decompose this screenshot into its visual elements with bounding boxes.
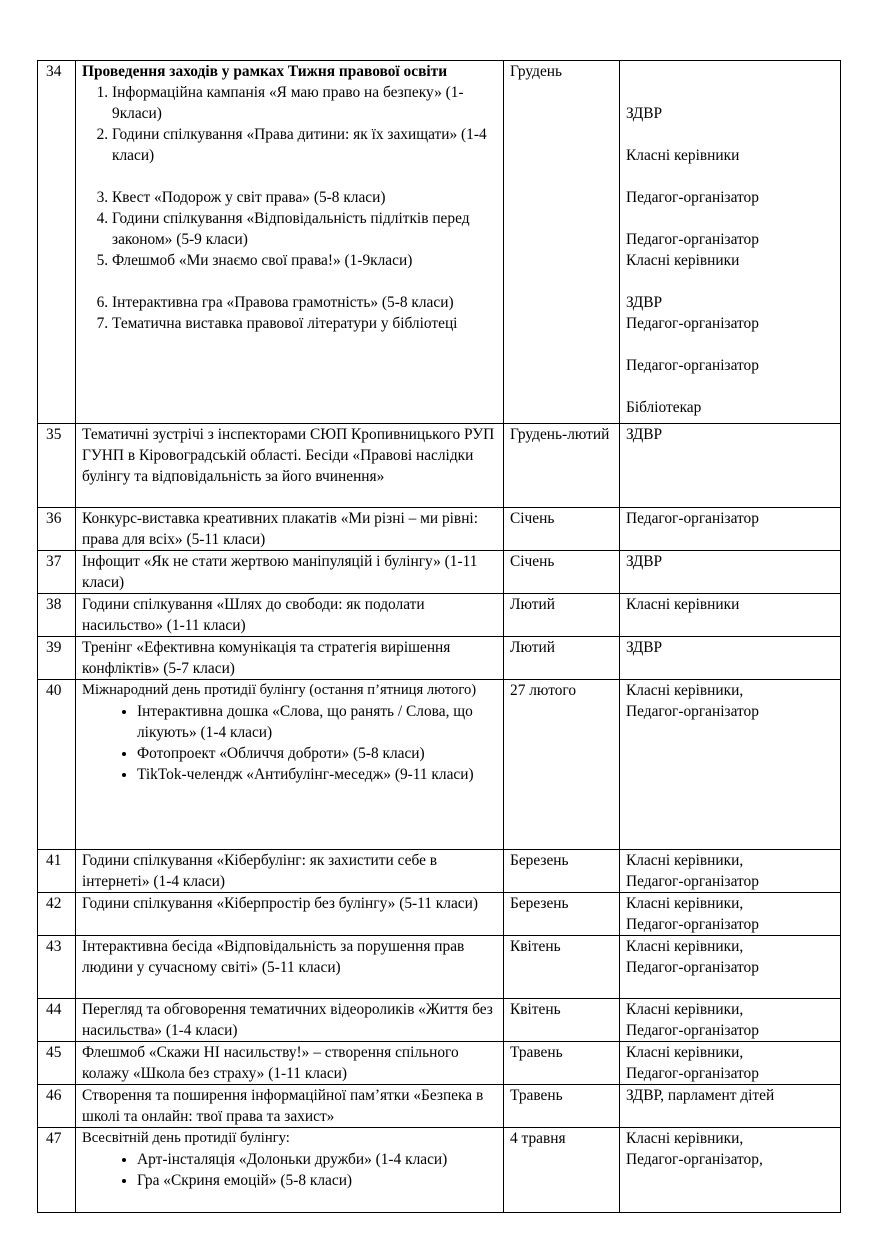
activity-cell: Години спілкування «Кібербулінг: як захистити себе в інтернеті» (1-4 класи): [76, 850, 504, 893]
activity-cell: [76, 1128, 504, 1213]
activity-cell: Години спілкування «Шлях до свободи: як подолати насильство» (1-11 класи): [76, 594, 504, 637]
row-number: 35: [38, 424, 76, 508]
plan-table: [37, 60, 841, 1213]
date-cell: Квітень: [504, 936, 620, 999]
responsible-line: Педагог-організатор: [626, 1022, 759, 1039]
responsible-line: Педагог-організатор: [626, 959, 759, 976]
responsible-cell: [620, 61, 841, 424]
responsible-line: Класні керівники,: [626, 1130, 744, 1147]
responsible-line: Педагог-організатор: [626, 703, 759, 720]
responsible-cell: [620, 1128, 841, 1213]
responsible-cell: ЗДВР: [620, 637, 841, 680]
table-row: [38, 594, 841, 637]
responsible-cell: [620, 850, 841, 893]
responsible-cell: [620, 999, 841, 1042]
responsible-cell: Класні керівники: [620, 594, 841, 637]
activity-cell: Тренінг «Ефективна комунікація та стратегія вирішення конфліктів» (5-7 класи): [76, 637, 504, 680]
responsible-line: Педагог-організатор: [626, 1065, 759, 1082]
activity-cell: Створення та поширення інформаційної пам’ятки «Безпека в школі та онлайн: твої права та захист»: [76, 1085, 504, 1128]
list-item: 3. Квест «Подорож у світ права» (5-8 класи): [112, 187, 499, 208]
table-row: [38, 680, 841, 850]
responsible-cell: [620, 680, 841, 850]
responsible-line: Педагог-організатор: [626, 189, 759, 206]
activity-intro: Всесвітній день протидії булінгу:: [82, 1130, 290, 1146]
responsible-line: Класні керівники: [626, 147, 740, 164]
table-row: [38, 936, 841, 999]
list-item: • TikTok-челендж «Антибулінг-меседж» (9-11 класи): [137, 764, 499, 785]
row-number: 41: [38, 850, 76, 893]
date-cell: Грудень: [504, 61, 620, 424]
responsible-cell: [620, 936, 841, 999]
row-number: 43: [38, 936, 76, 999]
row-number: 44: [38, 999, 76, 1042]
responsible-line: Класні керівники,: [626, 682, 744, 699]
date-cell: 4 травня: [504, 1128, 620, 1213]
list-item: 4. Години спілкування «Відповідальність підлітків перед законом» (5-9 класи): [112, 208, 499, 250]
date-cell: Лютий: [504, 637, 620, 680]
responsible-cell: [620, 893, 841, 936]
date-cell: Травень: [504, 1085, 620, 1128]
date-cell: Січень: [504, 551, 620, 594]
activity-intro: Міжнародний день протидії булінгу (остання п’ятниця лютого): [82, 682, 477, 698]
responsible-line: Педагог-організатор: [626, 916, 759, 933]
row-number: 37: [38, 551, 76, 594]
list-item: • Інтерактивна дошка «Слова, що ранять / Слова, що лікують» (1-4 класи): [137, 701, 499, 743]
date-cell: Березень: [504, 893, 620, 936]
responsible-line: Педагог-організатор,: [626, 1151, 763, 1168]
responsible-line: Педагог-організатор: [626, 873, 759, 890]
responsible-line: Бібліотекар: [626, 399, 702, 416]
activity-cell: [76, 680, 504, 850]
table-row: [38, 551, 841, 594]
activity-list: [82, 82, 499, 334]
table-row: [38, 637, 841, 680]
responsible-line: Педагог-організатор: [626, 231, 759, 248]
date-cell: Квітень: [504, 999, 620, 1042]
responsible-line: Класні керівники,: [626, 938, 744, 955]
list-item: 1. Інформаційна кампанія «Я маю право на безпеку» (1-9класи): [112, 82, 499, 124]
table-row: [38, 424, 841, 508]
responsible-line: Класні керівники: [626, 252, 740, 269]
responsible-cell: Педагог-організатор: [620, 508, 841, 551]
list-item: • Фотопроект «Обличчя доброти» (5-8 класи): [137, 743, 499, 764]
row-number: 42: [38, 893, 76, 936]
row-number: 45: [38, 1042, 76, 1085]
table-row: [38, 508, 841, 551]
date-cell: Березень: [504, 850, 620, 893]
date-cell: Лютий: [504, 594, 620, 637]
table-row: [38, 893, 841, 936]
date-cell: Грудень-лютий: [504, 424, 620, 508]
responsible-line: ЗДВР: [626, 294, 663, 311]
list-item: • Арт-інсталяція «Долоньки дружби» (1-4 класи): [137, 1149, 499, 1170]
table-row: [38, 850, 841, 893]
responsible-line: Педагог-організатор: [626, 357, 759, 374]
table-row: [38, 999, 841, 1042]
responsible-line: Класні керівники,: [626, 1001, 744, 1018]
table-row: [38, 1042, 841, 1085]
responsible-line: ЗДВР: [626, 105, 663, 122]
activity-list: [82, 1149, 499, 1191]
activity-cell: Тематичні зустрічі з інспекторами СЮП Кропивницького РУП ГУНП в Кіровоградській області. Бесіди «Правові наслідки булінгу та відповідальність за його вчинення»: [76, 424, 504, 508]
responsible-cell: [620, 1042, 841, 1085]
date-cell: 27 лютого: [504, 680, 620, 850]
responsible-cell: ЗДВР, парламент дітей: [620, 1085, 841, 1128]
activity-cell: Інтерактивна бесіда «Відповідальність за порушення прав людини у сучасному світі» (5-11 класи): [76, 936, 504, 999]
activity-cell: [76, 61, 504, 424]
row-number: 46: [38, 1085, 76, 1128]
responsible-line: Педагог-організатор: [626, 315, 759, 332]
activity-cell: Флешмоб «Скажи НІ насильству!» – створення спільного колажу «Школа без страху» (1-11 класи): [76, 1042, 504, 1085]
row-number: 38: [38, 594, 76, 637]
activity-title: Проведення заходів у рамках Тижня правової освіти: [82, 63, 448, 80]
table-row: [38, 1085, 841, 1128]
row-number: 36: [38, 508, 76, 551]
row-number: 47: [38, 1128, 76, 1213]
list-item: • Гра «Скриня емоцій» (5-8 класи): [137, 1170, 499, 1191]
responsible-line: Класні керівники,: [626, 852, 744, 869]
table-row: [38, 1128, 841, 1213]
activity-cell: Конкурс-виставка креативних плакатів «Ми різні – ми рівні: права для всіх» (5-11 класи): [76, 508, 504, 551]
list-item: 2. Години спілкування «Права дитини: як їх захищати» (1-4 класи): [112, 124, 499, 187]
table-row: [38, 61, 841, 424]
responsible-line: Класні керівники,: [626, 895, 744, 912]
row-number: 39: [38, 637, 76, 680]
activity-cell: Години спілкування «Кіберпростір без булінгу» (5-11 класи): [76, 893, 504, 936]
row-number: 40: [38, 680, 76, 850]
responsible-cell: ЗДВР: [620, 551, 841, 594]
list-item: 6. Інтерактивна гра «Правова грамотність» (5-8 класи): [112, 292, 499, 313]
responsible-line: Класні керівники,: [626, 1044, 744, 1061]
activity-list: [82, 701, 499, 785]
activity-cell: Інфощит «Як не стати жертвою маніпуляцій і булінгу» (1-11 класи): [76, 551, 504, 594]
list-item: 5. Флешмоб «Ми знаємо свої права!» (1-9класи): [112, 250, 499, 292]
list-item: 7. Тематична виставка правової літератури у бібліотеці: [112, 313, 499, 334]
activity-cell: Перегляд та обговорення тематичних відеороликів «Життя без насильства» (1-4 класи): [76, 999, 504, 1042]
responsible-cell: ЗДВР: [620, 424, 841, 508]
date-cell: Січень: [504, 508, 620, 551]
row-number: 34: [38, 61, 76, 424]
date-cell: Травень: [504, 1042, 620, 1085]
